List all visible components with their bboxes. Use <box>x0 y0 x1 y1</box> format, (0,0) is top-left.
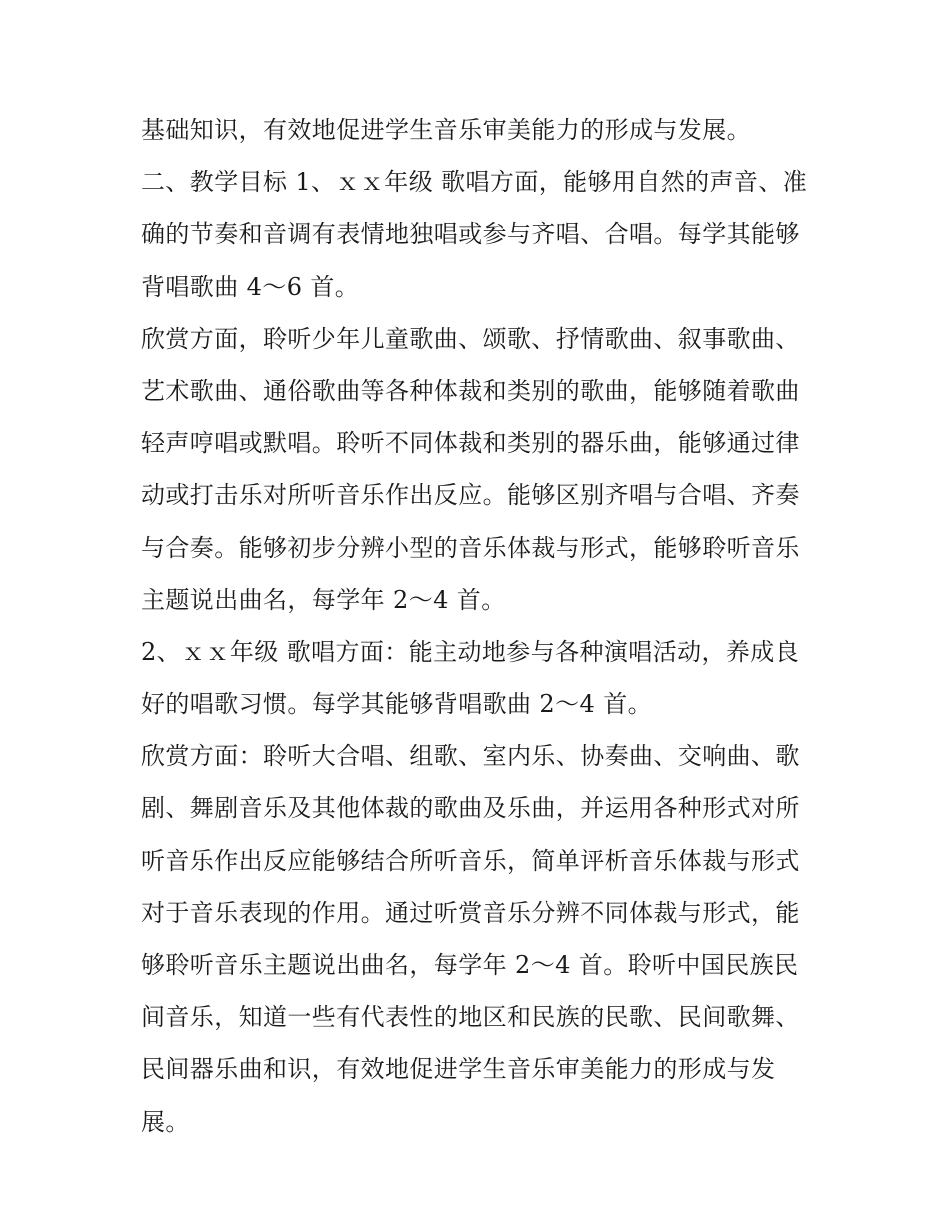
text-line-9: 与合奏。能够初步分辨小型的音乐体裁与形式，能够聆听音乐 <box>141 533 800 562</box>
text-line-15: 听音乐作出反应能够结合所听音乐，简单评析音乐体裁与形式 <box>141 846 800 875</box>
text-line-17: 够聆听音乐主题说出曲名，每学年 2～4 首。聆听中国民族民 <box>141 951 799 979</box>
text-line-12: 好的唱歌习惯。每学其能够背唱歌曲 2～4 首。 <box>141 690 652 719</box>
document-body <box>141 104 821 1148</box>
text-line-3: 确的节奏和音调有表情地独唱或参与齐唱、合唱。每学其能够 <box>141 220 800 249</box>
text-line-2: 二、教学目标 1、ｘｘ年级 歌唱方面，能够用自然的声音、准 <box>141 168 808 197</box>
text-line-19: 民间器乐曲和识，有效地促进学生音乐审美能力的形成与发 <box>141 1055 776 1084</box>
text-line-14: 剧、舞剧音乐及其他体裁的歌曲及乐曲，并运用各种形式对所 <box>141 794 800 823</box>
text-line-13: 欣赏方面：聆听大合唱、组歌、室内乐、协奏曲、交响曲、歌 <box>141 742 800 771</box>
text-line-8: 动或打击乐对所听音乐作出反应。能够区别齐唱与合唱、齐奏 <box>141 481 800 510</box>
text-line-7: 轻声哼唱或默唱。聆听不同体裁和类别的器乐曲，能够通过律 <box>141 429 800 458</box>
text-line-5: 欣赏方面，聆听少年儿童歌曲、颂歌、抒情歌曲、叙事歌曲、 <box>141 324 800 353</box>
text-line-10: 主题说出曲名，每学年 2～4 首。 <box>141 585 506 614</box>
text-line-18: 间音乐，知道一些有代表性的地区和民族的民歌、民间歌舞、 <box>141 1003 800 1032</box>
text-line-6: 艺术歌曲、通俗歌曲等各种体裁和类别的歌曲，能够随着歌曲 <box>141 376 800 405</box>
text-line-16: 对于音乐表现的作用。通过听赏音乐分辨不同体裁与形式，能 <box>141 898 800 927</box>
text-line-11: 2、ｘｘ年级 歌唱方面：能主动地参与各种演唱活动，养成良 <box>141 637 800 666</box>
text-line-20: 展。 <box>141 1107 190 1136</box>
text-line-1: 基础知识，有效地促进学生音乐审美能力的形成与发展。 <box>141 116 751 144</box>
text-line-4: 背唱歌曲 4～6 首。 <box>141 272 360 301</box>
